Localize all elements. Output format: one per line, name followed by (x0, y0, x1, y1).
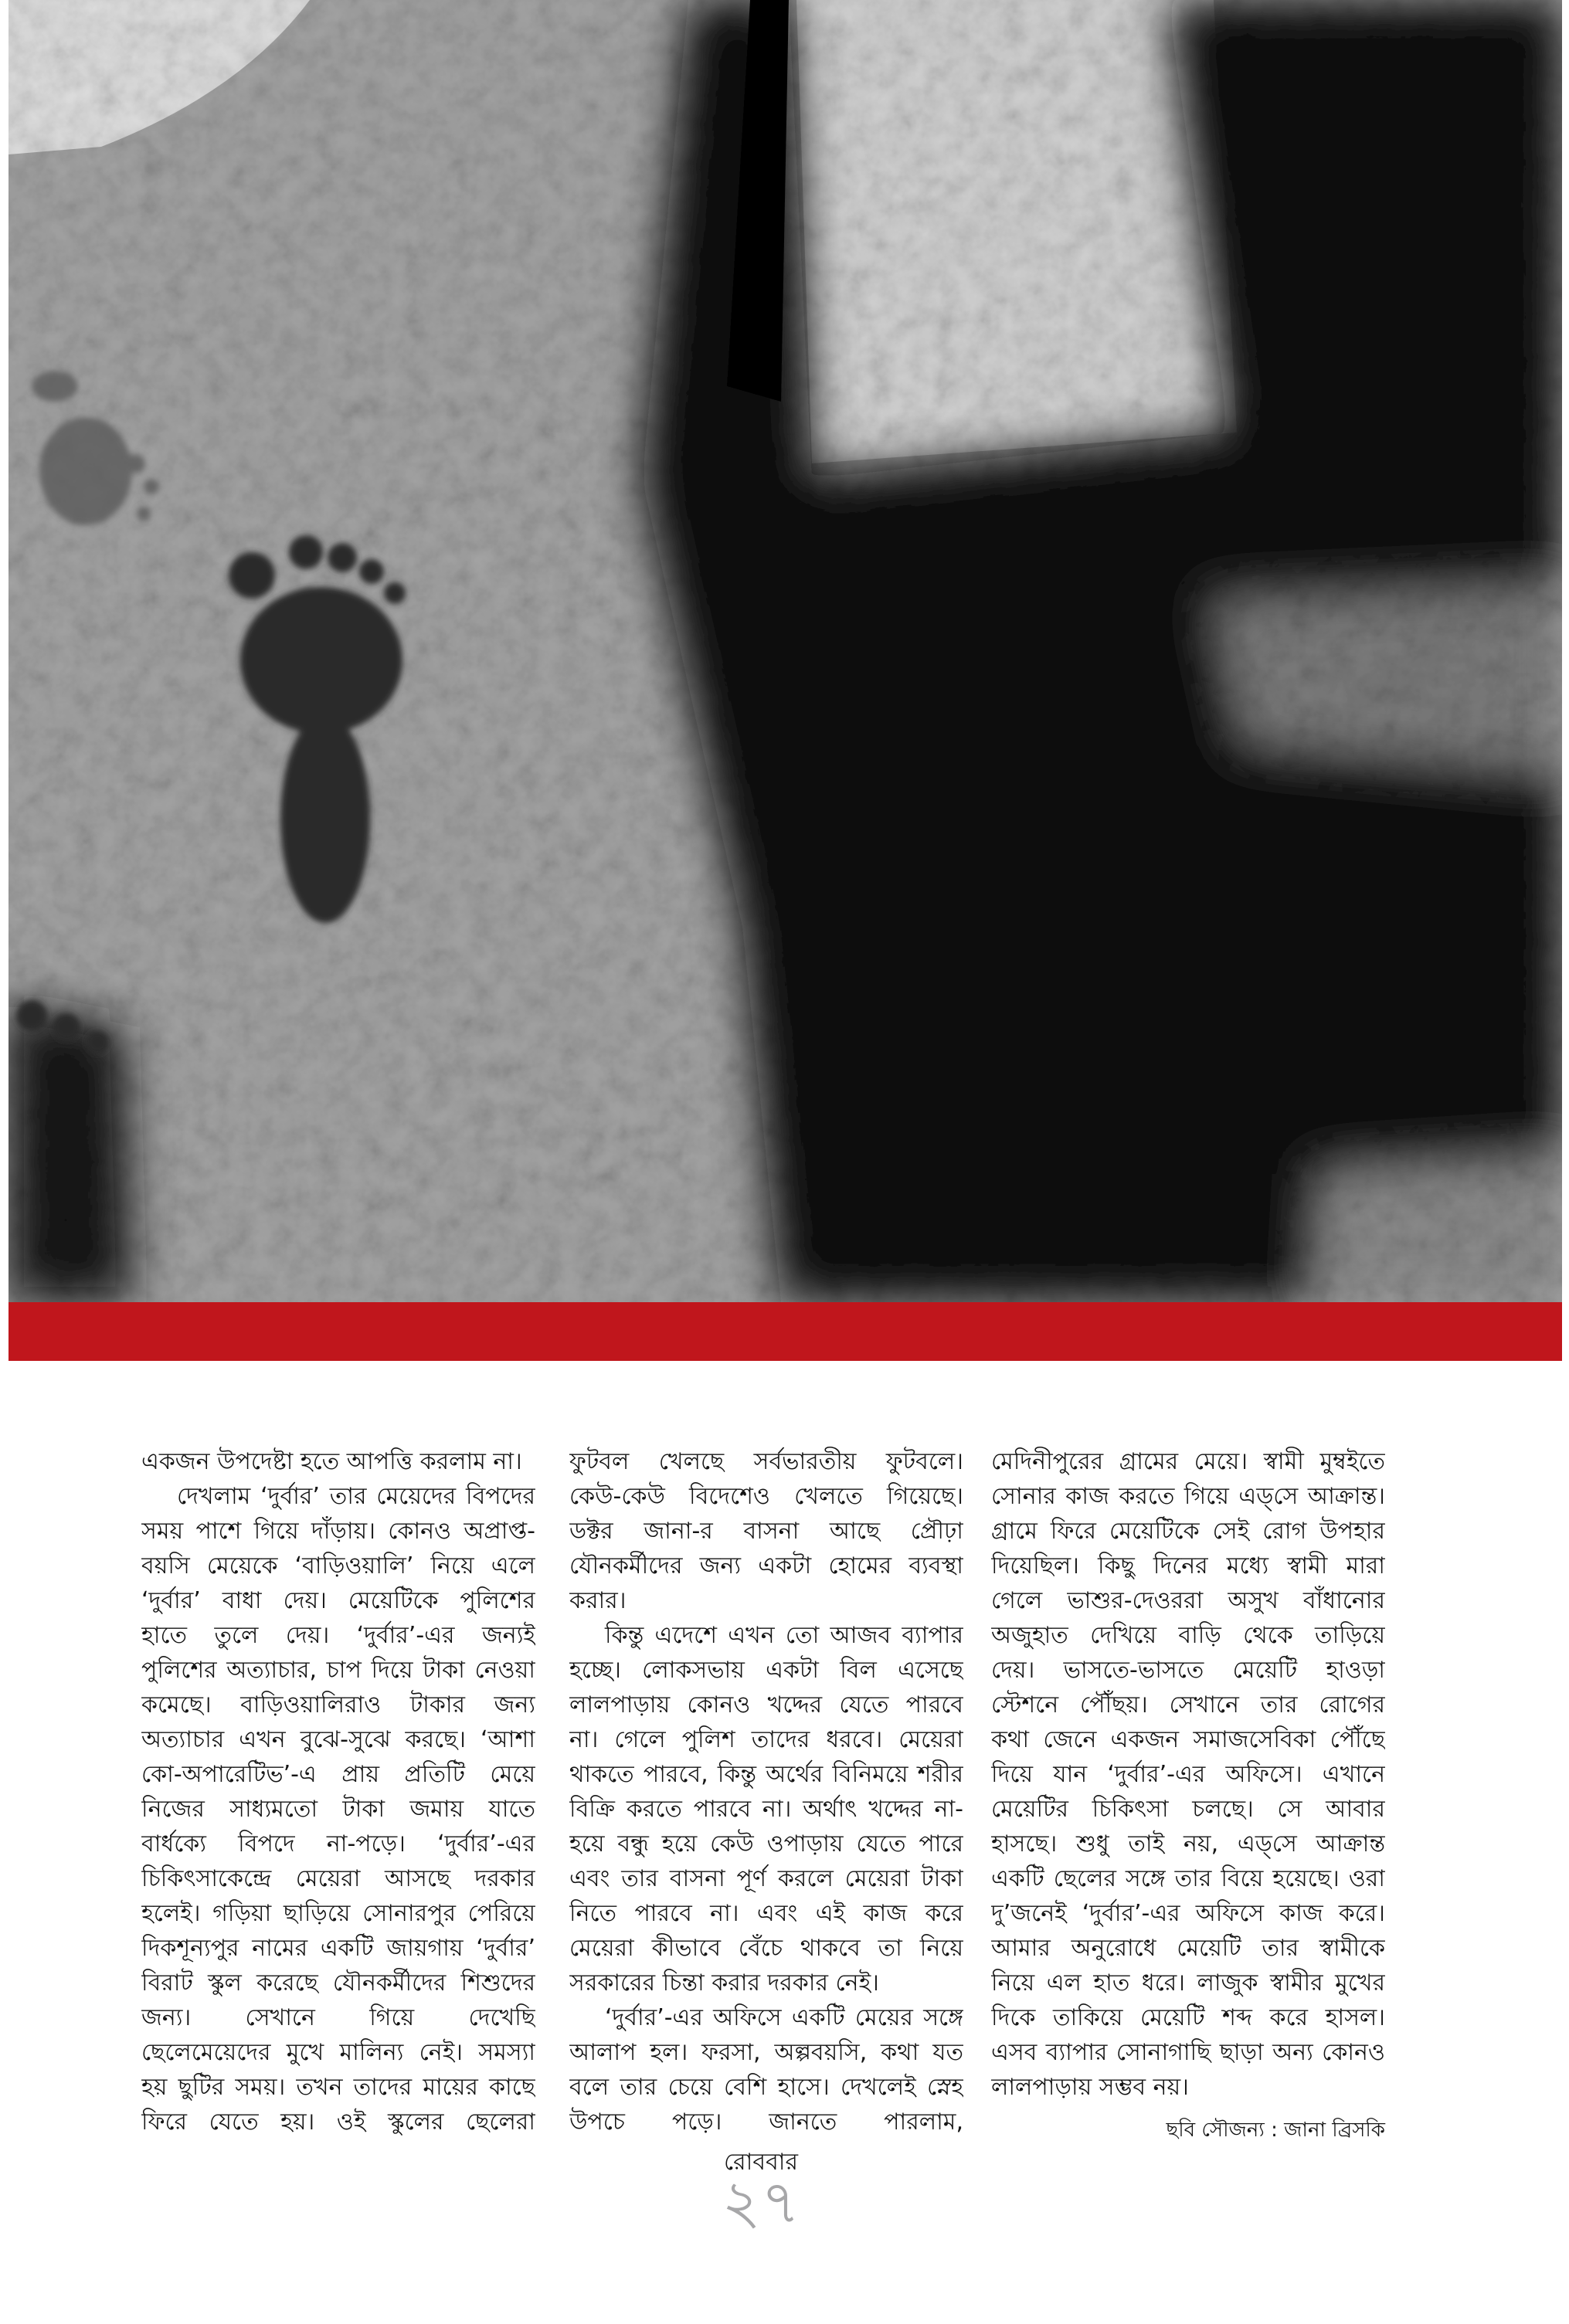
text-line: ‘দুর্বার’ বাধা দেয়। মেয়েটিকে পুলিশের (141, 1587, 535, 1614)
red-accent-bar (8, 1302, 1562, 1361)
text-line: করার। (569, 1587, 627, 1614)
text-line: স্টেশনে পৌঁছয়। সেখানে তার রোগের (991, 1691, 1385, 1718)
text-line: অজুহাত দেখিয়ে বাড়ি থেকে তাড়িয়ে (991, 1622, 1385, 1649)
text-line: সোনার কাজ করতে গিয়ে এড্‌সে আক্রান্ত। (991, 1483, 1385, 1510)
text-line: একটি ছেলের সঙ্গে তার বিয়ে হয়েছে। ওরা (991, 1865, 1385, 1892)
text-line: কিন্তু এদেশে এখন তো আজব ব্যাপার (605, 1622, 963, 1649)
text-line: থাকতে পারবে, কিন্তু অর্থের বিনিময়ে শরীর (569, 1761, 963, 1788)
text-line: চিকিৎসাকেন্দ্রে মেয়েরা আসছে দরকার (141, 1865, 535, 1892)
paragraph (569, 1618, 963, 2000)
text-column-2 (569, 1444, 963, 2139)
text-line: আলাপ হল। ফরসা, অল্পবয়সি, কথা যত (569, 2039, 963, 2066)
paragraph (141, 1444, 535, 1479)
text-line: বিক্রি করতে পারবে না। অর্থাৎ খদ্দের না- (569, 1796, 963, 1823)
text-line: কথা জেনে একজন সমাজসেবিকা পৌঁছে (991, 1726, 1385, 1753)
text-line: দিকশূন্যপুর নামের একটি জায়গায় ‘দুর্বার’ (141, 1935, 535, 1962)
text-line: বিরাট স্কুল করেছে যৌনকর্মীদের শিশুদের (141, 1969, 535, 1997)
text-line: দেয়। ভাসতে-ভাসতে মেয়েটি হাওড়া (991, 1657, 1385, 1684)
text-line: হয় ছুটির সময়। তখন তাদের মায়ের কাছে (141, 2074, 535, 2101)
text-line: মেয়েটির চিকিৎসা চলছে। সে আবার (991, 1796, 1385, 1823)
paragraph (991, 1444, 1385, 2105)
text-line: এসব ব্যাপার সোনাগাছি ছাড়া অন্য কোনও (991, 2039, 1385, 2066)
text-line: বলে তার চেয়ে বেশি হাসে। দেখলেই স্নেহ (569, 2074, 963, 2101)
text-line: দু’জনেই ‘দুর্বার’-এর অফিসে কাজ করে। (991, 1900, 1385, 1927)
text-line: নিজের সাধ্যমতো টাকা জমায় যাতে (141, 1796, 535, 1823)
paragraph (569, 2000, 963, 2139)
text-line: আমার অনুরোধে মেয়েটি তার স্বামীকে (991, 1935, 1385, 1962)
paragraph (569, 1444, 963, 1618)
text-column-3 (991, 1444, 1385, 2105)
text-line: দিয়ে যান ‘দুর্বার’-এর অফিসে। এখানে (991, 1761, 1385, 1788)
text-line: বয়সি মেয়েকে ‘বাড়িওয়ালি’ নিয়ে এলে (141, 1552, 535, 1579)
text-line: ফিরে যেতে হয়। ওই স্কুলের ছেলেরা (141, 2109, 535, 2136)
text-line: সরকারের চিন্তা করার দরকার নেই। (569, 1969, 879, 1997)
text-line: সময় পাশে গিয়ে দাঁড়ায়। কোনও অপ্রাপ্ত- (141, 1518, 535, 1545)
text-line: বার্ধক্যে বিপদে না-পড়ে। ‘দুর্বার’-এর (141, 1830, 535, 1858)
photo-image (8, 0, 1562, 1302)
text-line: হাতে তুলে দেয়। ‘দুর্বার’-এর জন্যই (141, 1622, 535, 1649)
text-line: কো-অপারেটিভ’-এ প্রায় প্রতিটি মেয়ে (141, 1761, 535, 1788)
text-line: ছেলেমেয়েদের মুখে মালিন্য নেই। সমস্যা (141, 2039, 535, 2066)
text-line: এবং তার বাসনা পূর্ণ করলে মেয়েরা টাকা (569, 1865, 963, 1892)
text-line: হচ্ছে। লোকসভায় একটা বিল এসেছে (569, 1657, 963, 1684)
magazine-name: রোববার (724, 2149, 798, 2176)
text-line: কেউ-কেউ বিদেশেও খেলতে গিয়েছে। (569, 1483, 963, 1510)
text-line: না। গেলে পুলিশ তাদের ধরবে। মেয়েরা (569, 1726, 963, 1753)
text-line: দিয়েছিল। কিছু দিনের মধ্যে স্বামী মারা (991, 1552, 1385, 1579)
text-line: হলেই। গড়িয়া ছাড়িয়ে সোনারপুর পেরিয়ে (141, 1900, 535, 1927)
text-line: একজন উপদেষ্টা হতে আপত্তি করলাম না। (141, 1448, 522, 1475)
text-line: উপচে পড়ে। জানতে পারলাম, (569, 2109, 963, 2136)
text-line: অত্যাচার এখন বুঝে-সুঝে করছে। ‘আশা (141, 1726, 535, 1753)
text-line: ডক্টর জানা-র বাসনা আছে প্রৌঢ়া (569, 1518, 963, 1545)
text-line: নিয়ে এল হাত ধরে। লাজুক স্বামীর মুখের (991, 1969, 1385, 1997)
text-line: হয়ে বন্ধু হয়ে কেউ ওপাড়ায় যেতে পারে (569, 1830, 963, 1858)
text-line: জন্য। সেখানে গিয়ে দেখেছি (141, 2004, 535, 2031)
text-line: লালপাড়ায় সম্ভব নয়। (991, 2074, 1189, 2101)
paragraph (141, 1479, 535, 2139)
text-line: মেয়েরা কীভাবে বেঁচে থাকবে তা নিয়ে (569, 1935, 963, 1962)
text-line: দেখলাম ‘দুর্বার’ তার মেয়েদের বিপদের (177, 1483, 535, 1510)
text-line: দিকে তাকিয়ে মেয়েটি শব্দ করে হাসল। (991, 2004, 1385, 2031)
photo-credit: ছবি সৌজন্য : জানা ব্রিসকি (1166, 2119, 1385, 2142)
text-line: ফুটবল খেলছে সর্বভারতীয় ফুটবলে। (569, 1448, 963, 1475)
text-line: যৌনকর্মীদের জন্য একটা হোমের ব্যবস্থা (569, 1552, 963, 1579)
text-line: পুলিশের অত্যাচার, চাপ দিয়ে টাকা নেওয়া (141, 1657, 535, 1684)
text-column-1 (141, 1444, 535, 2139)
text-line: গ্রামে ফিরে মেয়েটিকে সেই রোগ উপহার (991, 1518, 1385, 1545)
text-line: গেলে ভাশুর-দেওররা অসুখ বাঁধানোর (991, 1587, 1385, 1614)
text-line: ‘দুর্বার’-এর অফিসে একটি মেয়ের সঙ্গে (605, 2004, 963, 2031)
text-line: নিতে পারবে না। এবং এই কাজ করে (569, 1900, 963, 1927)
text-line: লালপাড়ায় কোনও খদ্দের যেতে পারবে (569, 1691, 963, 1718)
text-line: মেদিনীপুরের গ্রামের মেয়ে। স্বামী মুম্বইতে (991, 1448, 1385, 1475)
page-number: ২৭ (722, 2168, 800, 2237)
footprints-photo (8, 0, 1562, 1302)
text-line: কমেছে। বাড়িওয়ালিরাও টাকার জন্য (141, 1691, 535, 1718)
text-line: হাসছে। শুধু তাই নয়, এড্‌সে আক্রান্ত (991, 1830, 1385, 1858)
